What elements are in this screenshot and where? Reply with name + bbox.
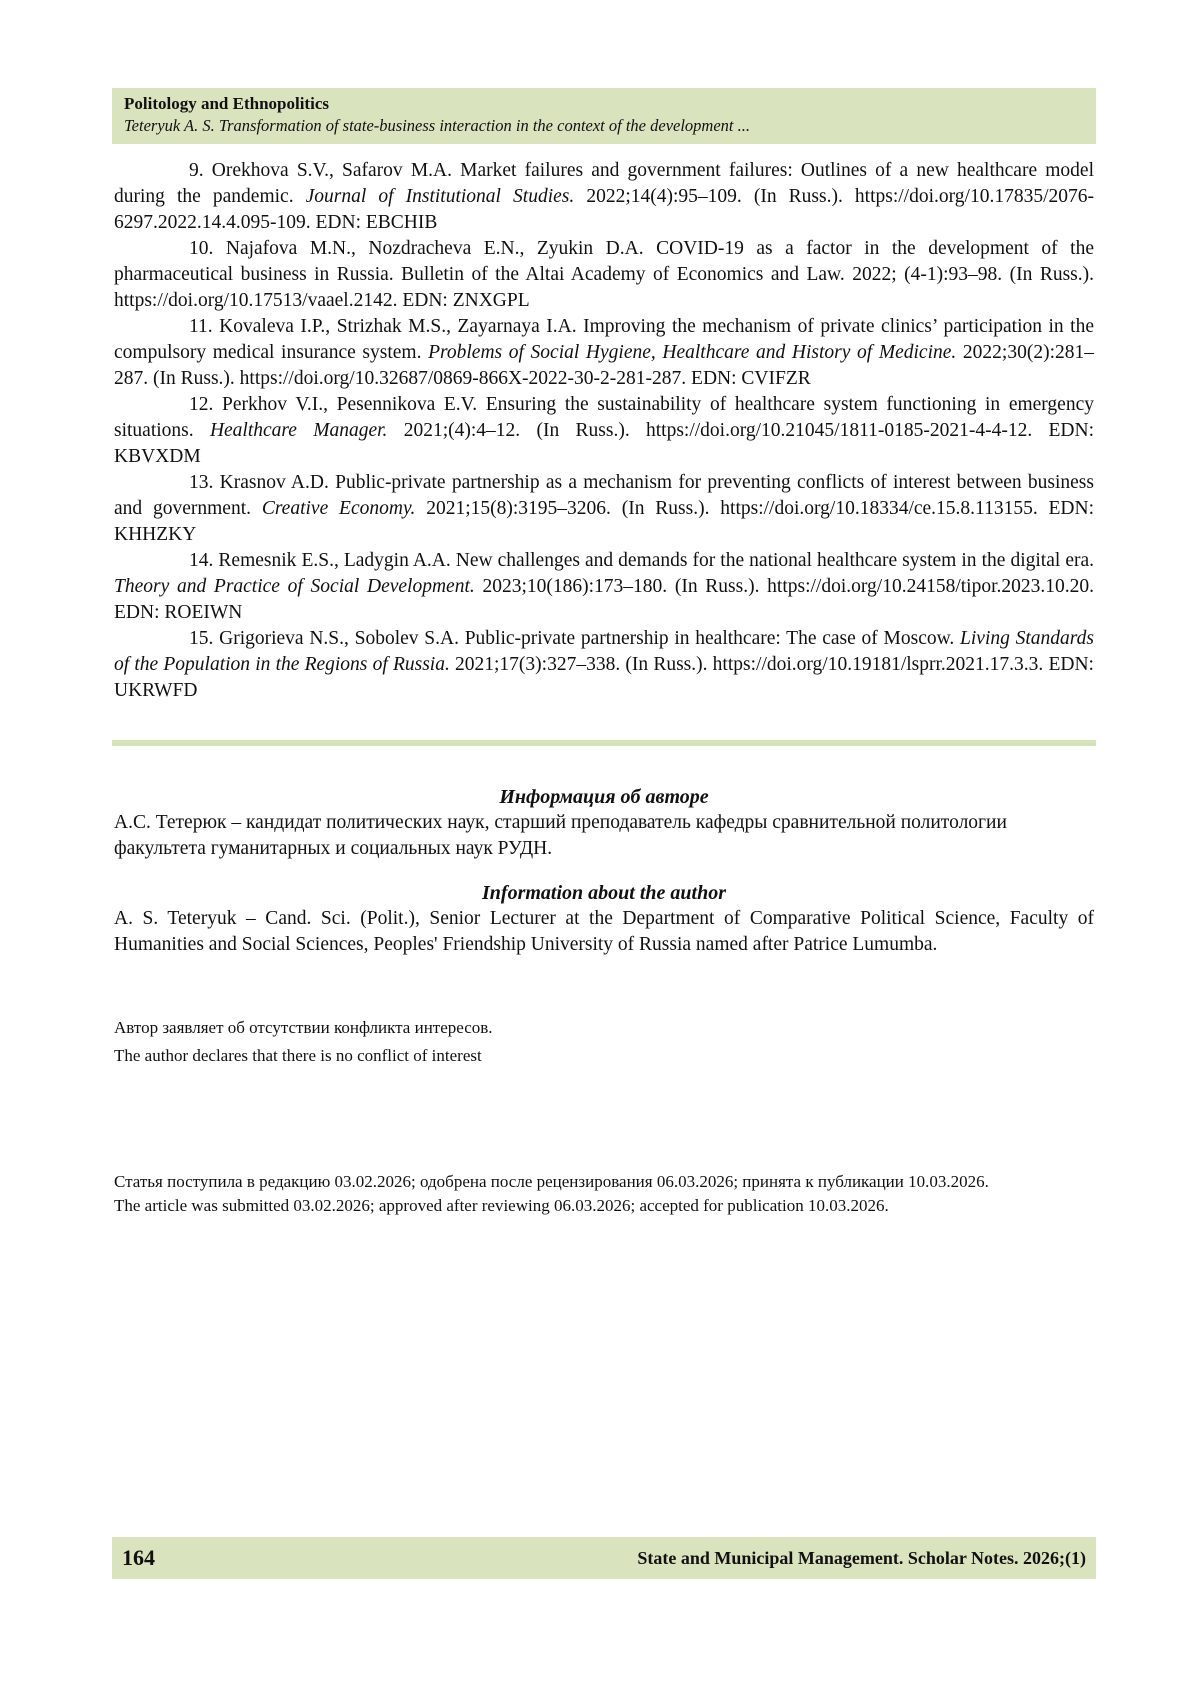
section-divider bbox=[112, 740, 1096, 746]
reference-list bbox=[114, 158, 1094, 704]
reference-item: 9. Orekhova S.V., Safarov M.A. Market failures and government failures: Outlines of a new healthcare model during the pandemic. Journal of Institutional Studies. 2022;14(4):95–109. (In Russ.). https://doi.org/10.17835/2076-6297.2022.14.4.095-109. EDN: EBCHIB bbox=[114, 160, 1094, 233]
page-number: 164 bbox=[122, 1545, 155, 1570]
author-info-en bbox=[114, 880, 1094, 958]
conflict-statement-en: The author declares that there is no conflict of interest bbox=[114, 1046, 482, 1065]
author-info-ru-text: А.С. Тетерюк – кандидат политических наук, старший преподаватель кафедры сравнительной политологии факультета гуманитарных и социальных наук РУДН. bbox=[114, 812, 1007, 859]
page-footer bbox=[112, 1537, 1096, 1579]
article-dates bbox=[114, 1170, 1094, 1218]
reference-item: 14. Remesnik E.S., Ladygin A.A. New challenges and demands for the national healthcare system in the digital era. Theory and Practice of Social Development. 2023;10(186):173–180. (In Russ.). https://doi.org/10.24158/tipor.2023.10.20. EDN: ROEIWN bbox=[114, 550, 1094, 623]
running-title: Teteryuk A. S. Transformation of state-business interaction in the context of the development ... bbox=[124, 116, 751, 135]
author-info-ru-heading: Информация об авторе bbox=[499, 786, 709, 808]
article-dates-ru: Статья поступила в редакцию 03.02.2026; одобрена после рецензирования 06.03.2026; принята к публикации 10.03.2026. bbox=[114, 1172, 989, 1191]
reference-item: 11. Kovaleva I.P., Strizhak M.S., Zayarnaya I.A. Improving the mechanism of private clinics’ participation in the compulsory medical insurance system. Problems of Social Hygiene, Healthcare and History of Medicine. 2022;30(2):281–287. (In Russ.). https://doi.org/10.32687/0869-866X-2022-30-2-281-287. EDN: CVIFZR bbox=[114, 316, 1094, 389]
journal-citation: State and Municipal Management. Scholar Notes. 2026;(1) bbox=[637, 1547, 1086, 1568]
conflict-statement-ru: Автор заявляет об отсутствии конфликта интересов. bbox=[114, 1018, 493, 1037]
author-info-en-heading: Information about the author bbox=[482, 882, 726, 904]
running-header bbox=[112, 88, 1096, 144]
reference-item: 15. Grigorieva N.S., Sobolev S.A. Public-private partnership in healthcare: The case of Moscow. Living Standards of the Population in the Regions of Russia. 2021;17(3):327–338. (In Russ.). https://doi.org/10.19181/lsprr.2021.17.3.3. EDN: UKRWFD bbox=[114, 628, 1094, 701]
reference-item: 12. Perkhov V.I., Pesennikova E.V. Ensuring the sustainability of healthcare system functioning in emergency situations. Healthcare Manager. 2021;(4):4–12. (In Russ.). https://doi.org/10.21045/1811-0185-2021-4-4-12. EDN: KBVXDM bbox=[114, 394, 1094, 467]
reference-item: 13. Krasnov A.D. Public-private partnership as a mechanism for preventing conflicts of interest between business and government. Creative Economy. 2021;15(8):3195–3206. (In Russ.). https://doi.org/10.18334/ce.15.8.113155. EDN: KHHZKY bbox=[114, 472, 1095, 545]
section-title: Politology and Ethnopolitics bbox=[124, 94, 329, 113]
reference-item: 10. Najafova M.N., Nozdracheva E.N., Zyukin D.A. COVID-19 as a factor in the development of the pharmaceutical business in Russia. Bulletin of the Altai Academy of Economics and Law. 2022; (4-1):93–98. (In Russ.). https://doi.org/10.17513/vaael.2142. EDN: ZNXGPL bbox=[114, 238, 1094, 311]
author-info-en-text: A. S. Teteryuk – Cand. Sci. (Polit.), Senior Lecturer at the Department of Comparative Political Science, Faculty of Humanities and Social Sciences, Peoples' Friendship University of Russia named after Patrice Lumumba. bbox=[114, 908, 1094, 955]
article-dates-en: The article was submitted 03.02.2026; approved after reviewing 06.03.2026; accepted for publication 10.03.2026. bbox=[114, 1196, 889, 1215]
conflict-statement bbox=[114, 1014, 1094, 1070]
author-info-ru bbox=[114, 784, 1094, 862]
